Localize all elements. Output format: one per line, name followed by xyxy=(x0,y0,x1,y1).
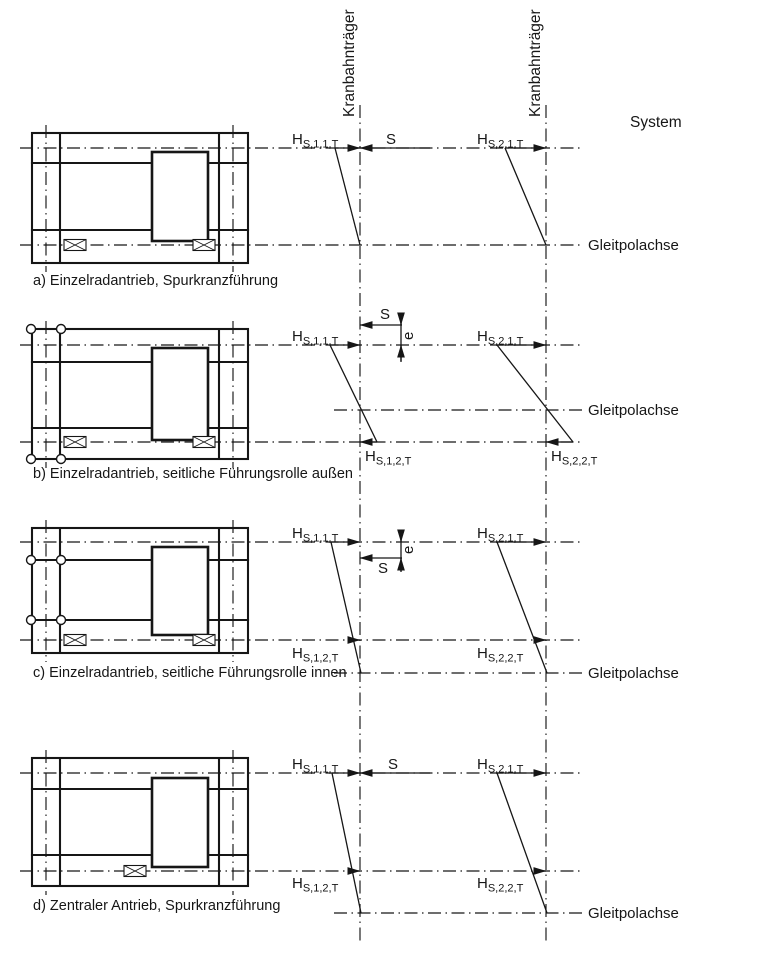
force-label-h21: $H_{S,2,1,T}$ xyxy=(477,328,524,348)
central-drive-unit xyxy=(124,866,146,877)
force-label-h11: $H_{S,1,1,T}$ xyxy=(292,131,339,151)
system-diagram-d xyxy=(292,756,679,922)
drive-unit xyxy=(193,240,215,251)
system-label: System xyxy=(630,114,682,131)
glide-pole-label: Gleitpolachse xyxy=(588,402,679,419)
force-diagonal-left xyxy=(335,148,360,245)
guide-roller-outside xyxy=(57,325,66,334)
row-b xyxy=(20,306,679,482)
guide-roller-inside xyxy=(27,556,36,565)
guide-roller-outside xyxy=(27,325,36,334)
span-label: S xyxy=(388,756,399,773)
trolley xyxy=(152,778,208,867)
force-diagonal-right xyxy=(497,345,573,442)
system-diagram-c xyxy=(292,525,679,682)
force-label-h22: $H_{S,2,2,T}$ xyxy=(551,448,598,468)
guide-roller-inside xyxy=(57,556,66,565)
trolley xyxy=(152,348,208,440)
span-label: S xyxy=(378,560,389,577)
plan-view-d xyxy=(32,758,248,886)
force-label-h21: $H_{S,2,1,T}$ xyxy=(477,525,524,545)
trolley xyxy=(152,152,208,241)
system-diagram-b xyxy=(292,306,679,468)
force-label-h21: $H_{S,2,1,T}$ xyxy=(477,131,524,151)
force-label-h12: $H_{S,1,2,T}$ xyxy=(292,875,339,895)
force-label-h11: $H_{S,1,1,T}$ xyxy=(292,525,339,545)
eccentricity-label: e xyxy=(400,545,417,554)
glide-pole-label: Gleitpolachse xyxy=(588,665,679,682)
row-c xyxy=(20,520,679,682)
force-diagonal-left xyxy=(330,345,377,442)
eccentricity-label: e xyxy=(400,331,417,340)
span-label: S xyxy=(380,306,391,323)
caption-c: c) Einzelradantrieb, seitliche Führungsrolle innen xyxy=(33,665,347,681)
force-label-h11: $H_{S,1,1,T}$ xyxy=(292,756,339,776)
drive-unit xyxy=(64,437,86,448)
trolley xyxy=(152,547,208,635)
drive-unit xyxy=(64,635,86,646)
force-label-h22: $H_{S,2,2,T}$ xyxy=(477,875,524,895)
row-d xyxy=(20,750,679,922)
guide-roller-inside xyxy=(27,616,36,625)
force-label-h11: $H_{S,1,1,T}$ xyxy=(292,328,339,348)
force-label-h22: $H_{S,2,2,T}$ xyxy=(477,645,524,665)
glide-pole-label: Gleitpolachse xyxy=(588,237,679,254)
force-label-h12: $H_{S,1,2,T}$ xyxy=(292,645,339,665)
caption-a: a) Einzelradantrieb, Spurkranzführung xyxy=(33,273,279,289)
runway-beam-label-left: Kranbahnträger xyxy=(341,9,358,117)
runway-beam-label-right: Kranbahnträger xyxy=(527,9,544,117)
caption-d: d) Zentraler Antrieb, Spurkranzführung xyxy=(33,898,281,914)
span-label: S xyxy=(386,131,397,148)
plan-view-c xyxy=(27,528,249,653)
guide-roller-outside xyxy=(57,455,66,464)
plan-view-a xyxy=(32,133,248,263)
drive-unit xyxy=(64,240,86,251)
force-diagonal-right xyxy=(505,148,546,245)
glide-pole-label: Gleitpolachse xyxy=(588,905,679,922)
drive-unit xyxy=(193,437,215,448)
force-label-h21: $H_{S,2,1,T}$ xyxy=(477,756,524,776)
guide-roller-inside xyxy=(57,616,66,625)
guide-roller-outside xyxy=(27,455,36,464)
force-label-h12: $H_{S,1,2,T}$ xyxy=(365,448,412,468)
row-a xyxy=(20,125,679,289)
drive-unit xyxy=(193,635,215,646)
caption-b: b) Einzelradantrieb, seitliche Führungsrolle außen xyxy=(33,466,353,482)
system-diagram-a xyxy=(292,131,679,254)
